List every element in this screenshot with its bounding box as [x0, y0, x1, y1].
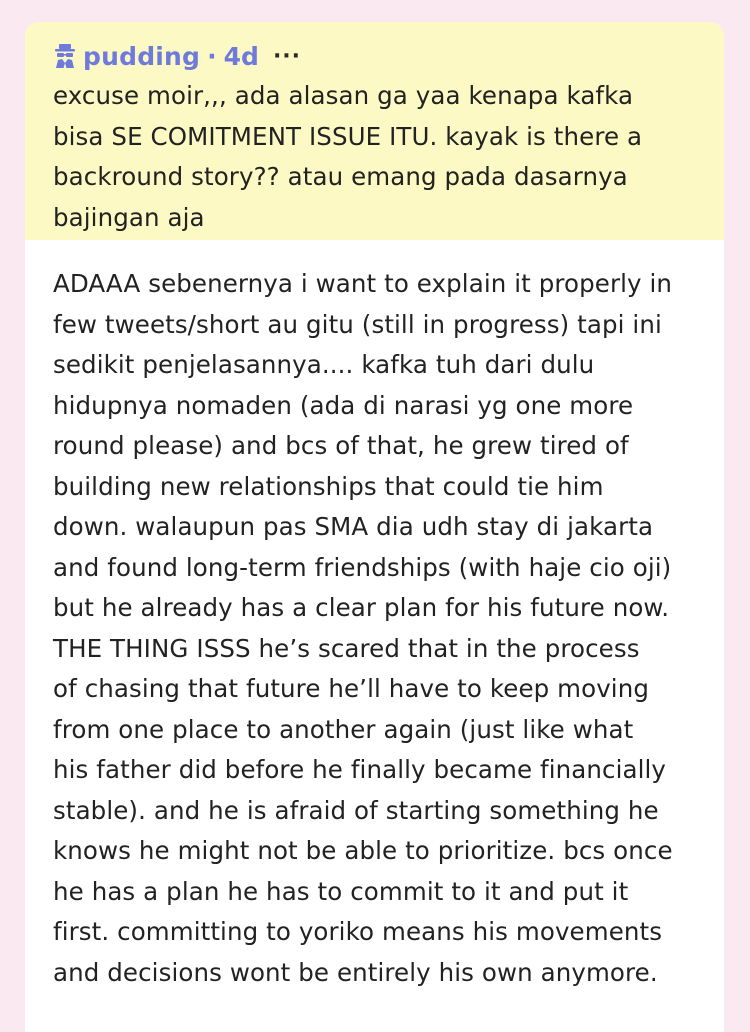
answer-line: first. committing to yoriko means his movements	[53, 917, 663, 946]
answer-text	[53, 264, 702, 993]
separator-dot: ·	[207, 41, 217, 71]
answer-line: and decisions wont be entirely his own anymore.	[53, 957, 658, 987]
answer-line: sedikit penjelasannya.... kafka tuh dari dulu	[53, 350, 595, 379]
answer-line: of chasing that future he’ll have to keep moving	[53, 674, 649, 703]
answer-line: from one place to another again (just like what	[53, 714, 634, 744]
timestamp: 4d	[223, 41, 259, 71]
answer-line: his father did before he finally became financially	[53, 755, 667, 784]
answer-line: THE THING ISSS he’s scared that in the process	[53, 633, 640, 663]
top-background	[0, 0, 750, 22]
question-text	[53, 76, 700, 238]
question-header	[53, 40, 700, 72]
question-line: bajingan aja	[53, 202, 205, 232]
question-box	[25, 22, 724, 240]
answer-line: stable). and he is afraid of starting something he	[53, 795, 659, 825]
answer-line: down. walaupun pas SMA dia udh stay di jakarta	[53, 512, 654, 541]
more-options-button[interactable]: ···	[272, 43, 302, 69]
qa-card	[25, 22, 724, 1032]
answer-line: hidupnya nomaden (ada di narasi yg one more	[53, 390, 634, 420]
username[interactable]: pudding	[83, 41, 201, 71]
question-line: backround story?? atau emang pada dasarnya	[53, 162, 628, 191]
answer-line: and found long-term friendships (with haje cio oji)	[53, 552, 672, 582]
anonymous-spy-icon	[53, 43, 77, 69]
answer-box	[25, 240, 724, 993]
answer-line: building new relationships that could tie him	[53, 471, 604, 501]
question-line: bisa SE COMITMENT ISSUE ITU. kayak is there a	[53, 121, 643, 151]
answer-line: round please) and bcs of that, he grew tired of	[53, 431, 629, 460]
question-line: excuse moir,,, ada alasan ga yaa kenapa kafka	[53, 81, 634, 110]
answer-line: he has a plan he has to commit to it and put it	[53, 876, 629, 906]
answer-line: few tweets/short au gitu (still in progress) tapi ini	[53, 309, 662, 339]
answer-line: knows he might not be able to prioritize. bcs once	[53, 836, 673, 865]
answer-line: but he already has a clear plan for his future now.	[53, 593, 670, 622]
answer-line: ADAAA sebenernya i want to explain it properly in	[53, 269, 673, 298]
